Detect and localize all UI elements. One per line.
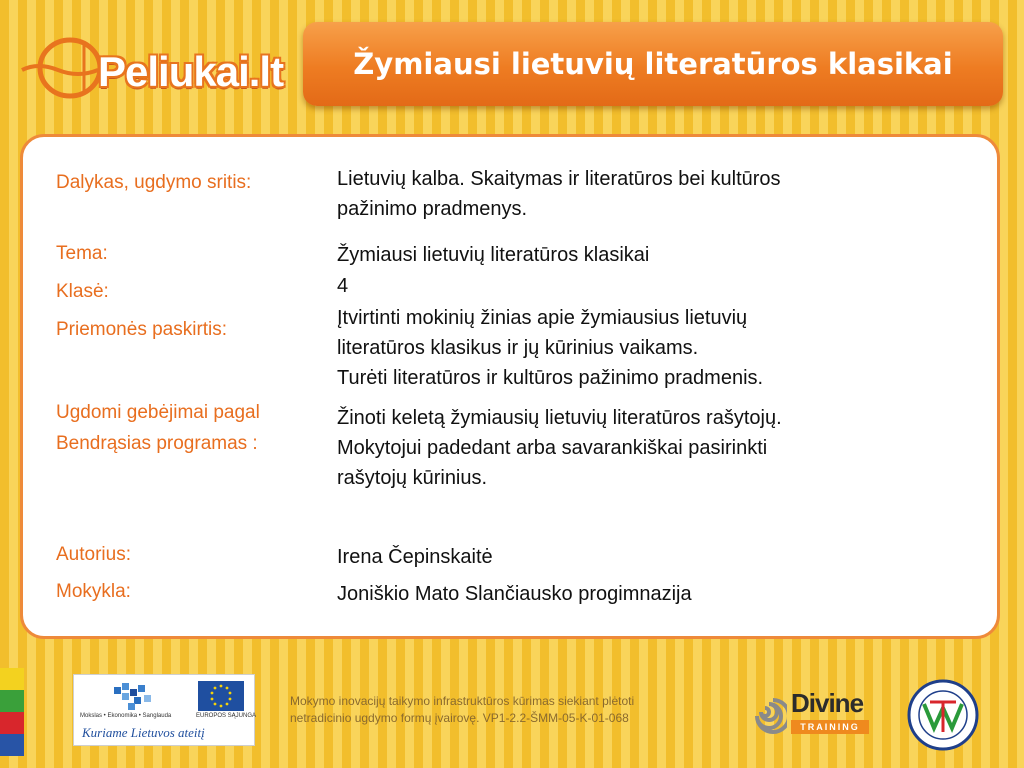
- subject-value-line2: pažinimo pradmenys.: [337, 198, 528, 220]
- skills-label-line2: Bendrąsias programas :: [56, 433, 258, 454]
- strip-blue: [0, 734, 24, 756]
- strip-green: [0, 690, 24, 712]
- pixel-cluster-icon: [104, 681, 164, 717]
- subject-value-line1: Lietuvių kalba. Skaitymas ir literatūros bei kultūros: [337, 168, 781, 190]
- skills-value-line2: Mokytojui padedant arba savarankiškai pasirinkti: [337, 437, 768, 459]
- class-value: 4: [337, 275, 349, 297]
- logo-text: Peliukai.lt: [98, 48, 284, 95]
- training-tag: TRAINING: [791, 720, 869, 734]
- color-strip: [0, 668, 24, 756]
- divine-training-logo[interactable]: [743, 686, 873, 738]
- subject-label: Dalykas, ugdymo sritis:: [56, 172, 252, 193]
- title-bar: [303, 22, 1003, 106]
- school-label: Mokykla:: [56, 581, 131, 602]
- peliukai-logo[interactable]: [18, 28, 288, 104]
- purpose-value-line2: literatūros klasikus ir jų kūrinius vaikams.: [337, 337, 699, 359]
- skills-value-line3: rašytojų kūrinius.: [337, 467, 488, 489]
- divine-word: Divine: [791, 688, 864, 718]
- strip-yellow: [0, 668, 24, 690]
- school-emblem-icon[interactable]: [906, 678, 980, 752]
- project-description: [290, 693, 634, 727]
- project-line2: netradicinio ugdymo formų įvairovę. VP1-2.2-ŠMM-05-K-01-068: [290, 711, 629, 725]
- spiral-icon: [743, 688, 787, 736]
- skills-label-line1: Ugdomi gebėjimai pagal: [56, 402, 260, 423]
- page-title: Žymiausi lietuvių literatūros klasikai: [353, 47, 953, 81]
- eu-funds-logo[interactable]: [73, 674, 255, 746]
- strip-red: [0, 712, 24, 734]
- purpose-value-line1: Įtvirtinti mokinių žinias apie žymiausius lietuvių: [337, 307, 748, 329]
- school-value: Joniškio Mato Slančiausko progimnazija: [337, 583, 692, 605]
- eu-flag-icon: [198, 681, 244, 711]
- topic-value: Žymiausi lietuvių literatūros klasikai: [337, 244, 650, 266]
- eu-slogan: Kuriame Lietuvos ateitį: [82, 725, 205, 740]
- purpose-label: Priemonės paskirtis:: [56, 319, 228, 340]
- topic-label: Tema:: [56, 243, 108, 264]
- eu-org-text: Mokslas • Ekonomika • Sanglauda: [80, 713, 172, 719]
- class-label: Klasė:: [56, 281, 109, 302]
- skills-value-line1: Žinoti keletą žymiausių lietuvių literatūros rašytojų.: [337, 407, 782, 429]
- project-line1: Mokymo inovacijų taikymo infrastruktūros kūrimas siekiant plėtoti: [290, 694, 635, 708]
- purpose-value-line3: Turėti literatūros ir kultūros pažinimo pradmenis.: [337, 367, 764, 389]
- author-label: Autorius:: [56, 544, 131, 565]
- eu-union-text: EUROPOS SĄJUNGA: [196, 713, 257, 719]
- content-panel: [20, 134, 1000, 639]
- author-value: Irena Čepinskaitė: [337, 546, 493, 568]
